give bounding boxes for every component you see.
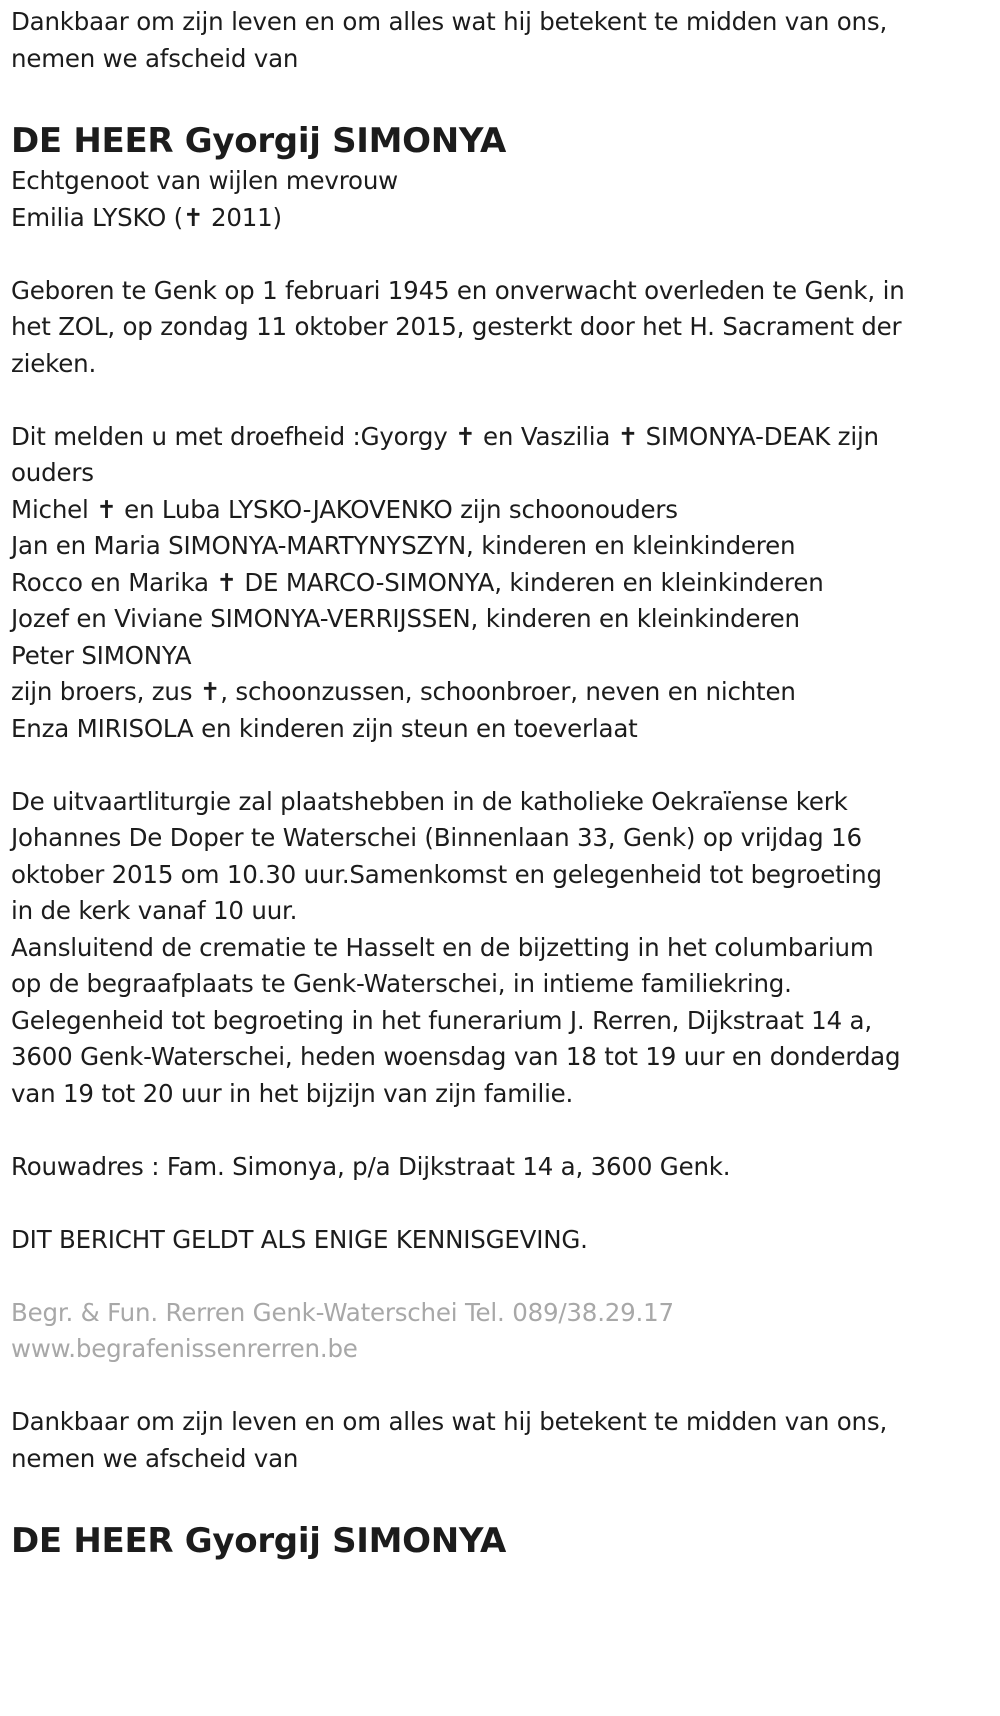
funeral-line: van 19 tot 20 uur in het bijzijn van zijn familie. [11,1078,574,1108]
funeral-line: Johannes De Doper te Waterschei (Binnenlaan 33, Genk) op vrijdag 16 [11,823,862,852]
undertaker-line: Begr. & Fun. Rerren Genk-Waterschei Tel. 089/38.29.17 [11,1297,674,1327]
family-line: Dit melden u met droefheid :Gyorgy ✝ en Vaszilia ✝ SIMONYA-DEAK zijn [11,421,879,451]
deceased-name: DE HEER Gyorgij SIMONYA [11,121,506,161]
undertaker-website: www.begrafenissenrerren.be [11,1334,358,1363]
family-line: Peter SIMONYA [11,640,192,670]
funeral-line: 3600 Genk-Waterschei, heden woensdag van 18 tot 19 uur en donderdag [11,1042,901,1071]
birth-line: het ZOL, op zondag 11 oktober 2015, gesterkt door het H. Sacrament der [11,312,902,341]
spouse-line: Echtgenoot van wijlen mevrouw [11,166,399,195]
mourning-address: Rouwadres : Fam. Simonya, p/a Dijkstraat 14 a, 3600 Genk. [11,1151,731,1181]
obituary-block [11,4,1000,1368]
family-line: Rocco en Marika ✝ DE MARCO-SIMONYA, kinderen en kleinkinderen [11,567,824,597]
birth-line: Geboren te Genk op 1 februari 1945 en onverwacht overleden te Genk, in [11,275,905,305]
birth-line: zieken. [11,348,97,378]
family-line: Michel ✝ en Luba LYSKO-JAKOVENKO zijn schoonouders [11,494,678,524]
obituary-block [11,1404,1000,1563]
funeral-line: oktober 2015 om 10.30 uur.Samenkomst en gelegenheid tot begroeting [11,859,882,889]
funeral-line: De uitvaartliturgie zal plaatshebben in de katholieke Oekraïense kerk [11,786,848,816]
intro-line: Dankbaar om zijn leven en om alles wat hij betekent te midden van ons, [11,7,888,36]
family-line: Jozef en Viviane SIMONYA-VERRIJSSEN, kinderen en kleinkinderen [11,604,800,633]
family-line: Jan en Maria SIMONYA-MARTYNYSZYN, kinderen en kleinkinderen [11,531,796,560]
intro-line: nemen we afscheid van [11,1443,299,1473]
family-line: zijn broers, zus ✝, schoonzussen, schoonbroer, neven en nichten [11,677,796,706]
funeral-line: in de kerk vanaf 10 uur. [11,896,298,925]
funeral-line: Gelegenheid tot begroeting in het funerarium J. Rerren, Dijkstraat 14 a, [11,1005,872,1035]
deceased-name: DE HEER Gyorgij SIMONYA [11,1521,506,1561]
intro-line: Dankbaar om zijn leven en om alles wat hij betekent te midden van ons, [11,1407,888,1436]
funeral-line: op de begraafplaats te Genk-Waterschei, in intieme familiekring. [11,969,792,998]
family-line: ouders [11,458,94,487]
family-line: Enza MIRISOLA en kinderen zijn steun en toeverlaat [11,713,638,743]
notice-line: DIT BERICHT GELDT ALS ENIGE KENNISGEVING. [11,1224,588,1254]
spouse-line: Emilia LYSKO (✝ 2011) [11,202,282,232]
funeral-line: Aansluitend de crematie te Hasselt en de bijzetting in het columbarium [11,932,874,962]
intro-line: nemen we afscheid van [11,43,299,73]
